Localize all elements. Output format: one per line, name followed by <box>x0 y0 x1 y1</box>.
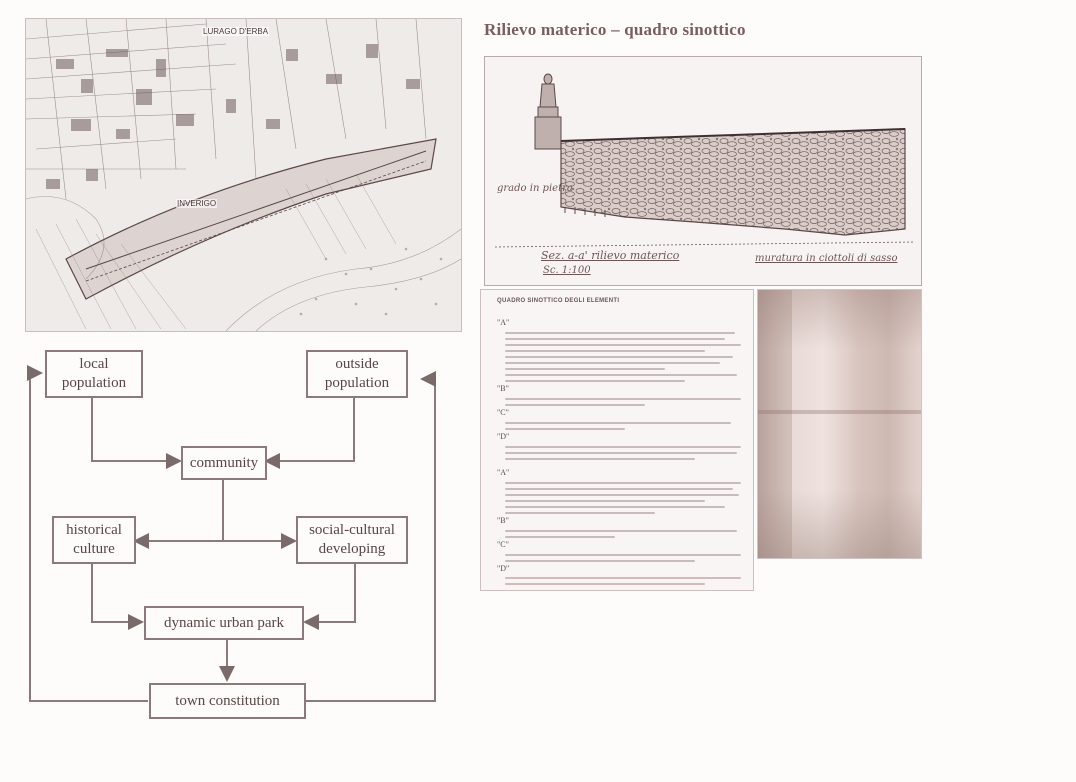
town-constitution-node: town constitution <box>149 683 306 719</box>
drawing-note-right: muratura in ciottoli di sasso <box>755 253 898 264</box>
local-population-node: local population <box>45 350 143 398</box>
section-label-a2: "A" <box>497 468 510 477</box>
wall-photo <box>757 289 922 559</box>
topographic-map <box>25 18 462 332</box>
flow-diagram <box>17 340 447 725</box>
dynamic-urban-park-node: dynamic urban park <box>144 606 304 640</box>
outside-population-node: outside population <box>306 350 408 398</box>
map-label-inverigo: INVERIGO <box>177 199 217 208</box>
section-drawing <box>484 56 922 286</box>
section-label-b: "B" <box>497 384 509 393</box>
section-label-d: "D" <box>497 432 510 441</box>
section-label-c2: "C" <box>497 540 509 549</box>
drawing-caption: Sez. a-a' rilievo materico <box>541 249 680 262</box>
synoptic-heading: QUADRO SINOTTICO DEGLI ELEMENTI <box>497 298 620 304</box>
drawing-note-left: grado in pietra <box>497 183 573 194</box>
synoptic-text-page <box>480 289 754 591</box>
drawing-scale: Sc. 1:100 <box>543 265 591 276</box>
map-graphic <box>26 19 461 331</box>
page-title: Rilievo materico – quadro sinottico <box>484 20 746 39</box>
community-node: community <box>181 446 267 480</box>
section-label-a: "A" <box>497 318 510 327</box>
section-label-c: "C" <box>497 408 509 417</box>
historical-culture-node: historical culture <box>52 516 136 564</box>
map-label-lurago: LURAGO D'ERBA <box>203 27 269 36</box>
section-label-d2: "D" <box>497 564 510 573</box>
social-cultural-developing-node: social-cultural developing <box>296 516 408 564</box>
section-label-b2: "B" <box>497 516 509 525</box>
